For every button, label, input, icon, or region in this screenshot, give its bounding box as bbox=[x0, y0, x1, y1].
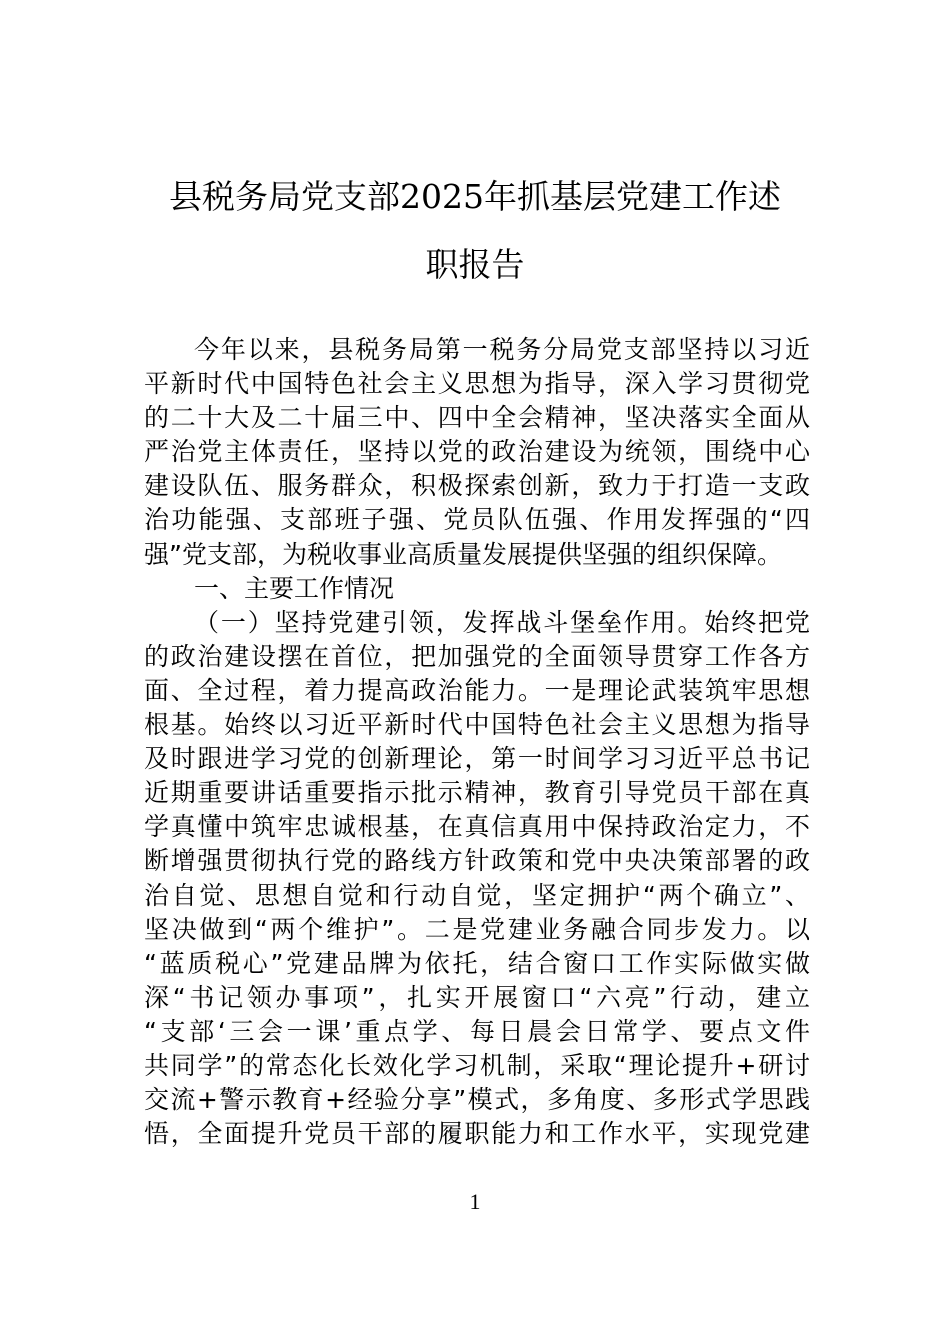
body-line: 的政治建设摆在首位，把加强党的全面领导贯穿工作各方 bbox=[144, 641, 810, 671]
document-title-line-1: 县税务局党支部2025年抓基层党建工作述 bbox=[169, 177, 781, 216]
body-line: 断增强贯彻执行党的路线方针政策和党中央决策部署的政 bbox=[144, 846, 810, 876]
body-line: 强”党支部，为税收事业高质量发展提供坚强的组织保障。 bbox=[144, 539, 782, 569]
body-line: 坚决做到“两个维护”。二是党建业务融合同步发力。以 bbox=[144, 914, 810, 944]
document-title-line-2: 职报告 bbox=[425, 245, 525, 284]
body-line: 悟，全面提升党员干部的履职能力和工作水平，实现党建 bbox=[144, 1119, 810, 1149]
body-line: 及时跟进学习党的创新理论，第一时间学习习近平总书记 bbox=[144, 744, 810, 774]
body-line: 交流+警示教育+经验分享”模式，多角度、多形式学思践 bbox=[144, 1085, 810, 1115]
body-line: 严治党主体责任，坚持以党的政治建设为统领，围绕中心 bbox=[144, 437, 810, 467]
body-line: “蓝质税心”党建品牌为依托，结合窗口工作实际做实做 bbox=[144, 948, 810, 978]
body-line: 的二十大及二十届三中、四中全会精神，坚决落实全面从 bbox=[144, 403, 810, 433]
document-body bbox=[144, 333, 810, 1151]
body-line: 学真懂中筑牢忠诚根基，在真信真用中保持政治定力，不 bbox=[144, 812, 810, 842]
body-line: 今年以来，县税务局第一税务分局党支部坚持以习近 bbox=[194, 335, 810, 364]
body-line: 近期重要讲话重要指示批示精神，教育引导党员干部在真 bbox=[144, 778, 810, 808]
body-line: 平新时代中国特色社会主义思想为指导，深入学习贯彻党 bbox=[144, 369, 810, 399]
body-line: 共同学”的常态化长效化学习机制，采取“理论提升+研讨 bbox=[144, 1050, 810, 1080]
page-number: 1 bbox=[469, 1189, 481, 1214]
body-line: 根基。始终以习近平新时代中国特色社会主义思想为指导 bbox=[144, 710, 810, 740]
section-heading: 一、主要工作情况 bbox=[194, 573, 395, 603]
body-line: （一）坚持党建引领，发挥战斗堡垒作用。始终把党 bbox=[194, 607, 810, 637]
body-line: 深“书记领办事项”，扎实开展窗口“六亮”行动，建立 bbox=[144, 982, 810, 1012]
body-line: “支部‘三会一课’重点学、每日晨会日常学、要点文件 bbox=[144, 1016, 810, 1046]
body-line: 建设队伍、服务群众，积极探索创新，致力于打造一支政 bbox=[144, 471, 810, 501]
body-line: 面、全过程，着力提高政治能力。一是理论武装筑牢思想 bbox=[144, 675, 810, 705]
body-line: 治自觉、思想自觉和行动自觉，坚定拥护“两个确立”、 bbox=[144, 880, 810, 910]
body-line: 治功能强、支部班子强、党员队伍强、作用发挥强的“四 bbox=[144, 505, 810, 535]
